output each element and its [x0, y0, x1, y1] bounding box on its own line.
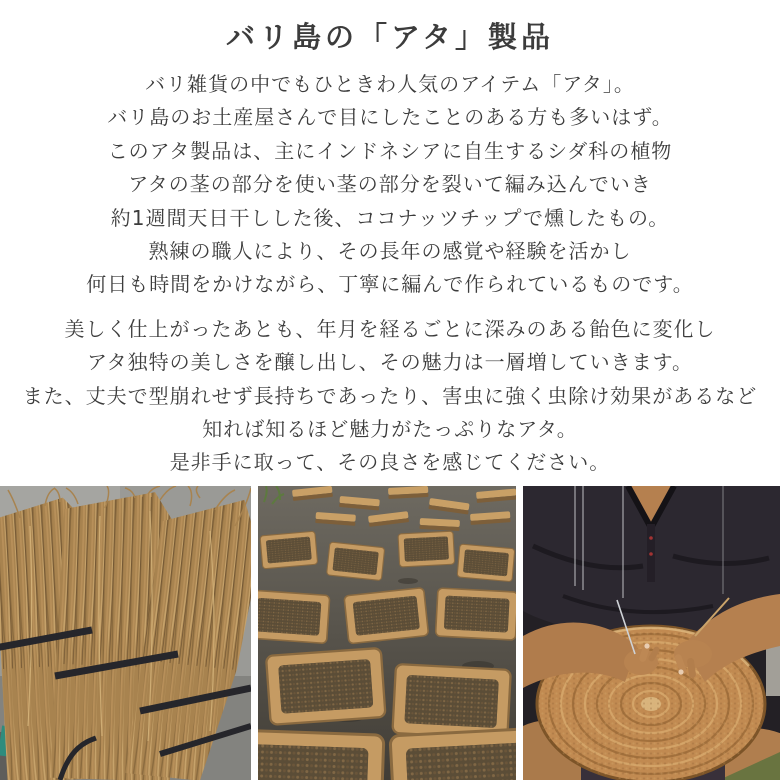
text-line: バリ島のお土産屋さんで目にしたことのある方も多いはず。: [107, 105, 673, 130]
text-line: バリ雑貨の中でもひときわ人気のアイテム「アタ」。: [145, 72, 635, 96]
text-line: 熟練の職人により、その長年の感覚や経験を活かし: [148, 239, 632, 264]
ata-baskets-image: [258, 486, 516, 780]
text-line: 美しく仕上がったあとも、年月を経るごとに深みのある飴色に変化し: [64, 316, 716, 341]
text-line: 約1週間天日干しした後、ココナッツチップで燻したもの。: [110, 205, 670, 230]
intro-paragraph: [0, 68, 780, 302]
ata-stems-image: [0, 486, 251, 780]
ata-baskets-sun-drying-photo: [258, 486, 516, 780]
appeal-paragraph: [0, 313, 780, 480]
text-line: アタの茎の部分を使い茎の部分を裂いて編み込んでいき: [128, 172, 652, 197]
text-line: 是非手に取って、その良さを感じてください。: [169, 450, 611, 475]
text-line: 何日も時間をかけながら、丁寧に編んで作られているものです。: [86, 272, 694, 297]
text-line: このアタ製品は、主にインドネシアに自生するシダ科の植物: [107, 138, 673, 163]
text-line: アタ独特の美しさを醸し出し、その魅力は一層増していきます。: [87, 350, 693, 375]
artisan-weaving-image: [523, 486, 780, 780]
photo-row: [0, 486, 780, 780]
ata-stem-bundles-photo: [0, 486, 251, 780]
text-line: 知れば知るほど魅力がたっぷりなアタ。: [202, 417, 578, 442]
text-line: また、丈夫で型崩れせず長持ちであったり、害虫に強く虫除け効果があるなど: [22, 383, 758, 408]
artisan-weaving-ata-tray-photo: [523, 486, 780, 780]
page-title: バリ島の「アタ」製品: [226, 20, 554, 54]
